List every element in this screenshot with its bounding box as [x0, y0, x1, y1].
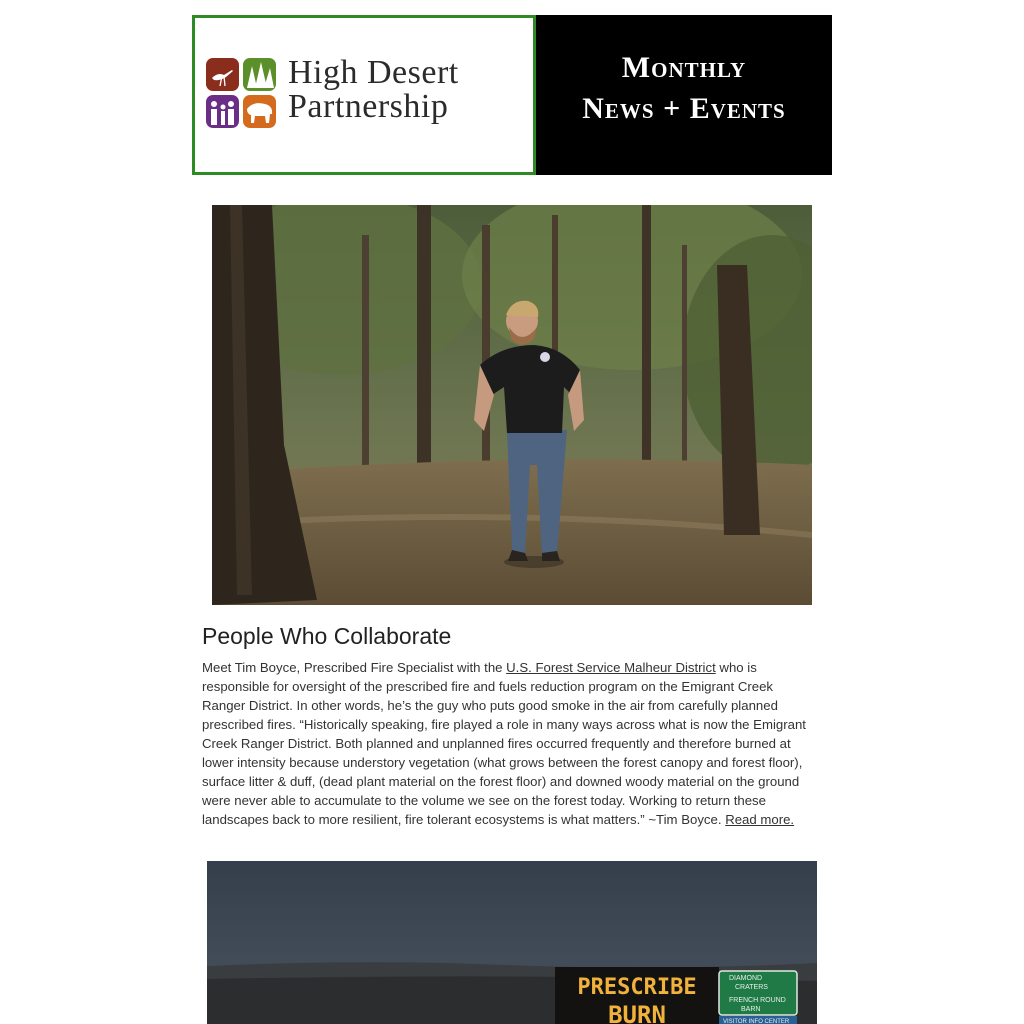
road-sign-line-1: DIAMOND [729, 975, 763, 982]
logo-icon-grid [206, 58, 278, 130]
prescribed-burn-sign-photo[interactable] [207, 861, 817, 1024]
title-line-news-events: News + Events [582, 92, 786, 125]
article-body-main: who is responsible for oversight of the prescribed fire and fuels reduction program on the Emigrant Creek Ranger District. In other words, he’s the guy who puts good smoke in the air from carefully planned prescribed fires. “Historically speaking, fire played a role in many ways across what is now the Emigrant Creek Ranger District. Both planned and unplanned fires occurred frequently and therefore burned at lower intensity because understory vegetation (what grows between the forest canopy and forest floor), surface litter & duff, (dead plant material on the forest floor) and downed woody material on the ground were never able to accumulate to the volume we see on the forest today. Working to return these landscapes back to more resilient, fire tolerant ecosystems is what matters.” ~Tim Boyce. [202, 660, 806, 827]
logo[interactable] [192, 15, 536, 175]
bison-icon [243, 95, 276, 128]
road-sign-line-3: FRENCH ROUND [729, 997, 786, 1004]
title-line-monthly: Monthly [621, 51, 747, 84]
forest-icon [243, 58, 276, 91]
feature-article [202, 620, 818, 829]
logo-text [288, 56, 459, 124]
forest-service-link[interactable]: U.S. Forest Service Malheur District [506, 660, 716, 675]
sign-line-1: PRESCRIBE [577, 975, 697, 1000]
man-in-forest-photo[interactable] [212, 205, 812, 605]
family-icon [206, 95, 239, 128]
road-sign-line-4: BARN [741, 1006, 761, 1013]
article-body-prefix: Meet Tim Boyce, Prescribed Fire Specialist with the [202, 660, 507, 675]
article-body [202, 658, 818, 829]
article-heading: People Who Collaborate [202, 623, 452, 649]
logo-line-1: High Desert [288, 54, 459, 91]
sign-line-2: BURN [608, 1001, 666, 1024]
logo-line-2: Partnership [288, 88, 449, 125]
road-sign-line-2: CRATERS [735, 984, 768, 991]
heron-icon [206, 58, 239, 91]
read-more-link[interactable]: Read more. [725, 812, 795, 827]
newsletter-header [192, 15, 832, 175]
road-sign-line-5: VISITOR INFO CENTER [723, 1019, 790, 1024]
newsletter-title [536, 15, 832, 175]
